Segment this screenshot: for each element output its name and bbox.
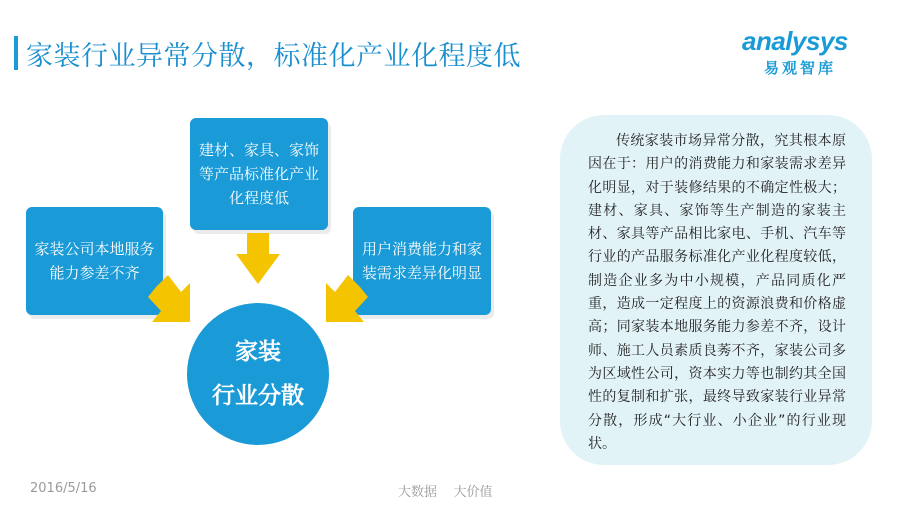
center-circle-line-2: 行业分散 xyxy=(212,383,304,409)
arrow-down-right-icon xyxy=(148,275,190,322)
explanation-panel xyxy=(560,115,872,465)
logo-wordmark: analysys xyxy=(742,26,848,56)
arrow-down-icon xyxy=(236,233,280,284)
center-circle-line-1: 家装 xyxy=(235,339,281,365)
center-circle-industry-dispersion xyxy=(187,303,329,445)
logo-chinese-name: 易观智库 xyxy=(764,59,837,77)
factor-box-service-capability-text: 家装公司本地服务能力参差不齐 xyxy=(34,240,155,282)
factor-box-product-standardization-text: 建材、家具、家饰等产品标准化产业化程度低 xyxy=(198,141,319,207)
arrow-down-left-icon xyxy=(326,275,368,322)
brand-logo xyxy=(742,26,882,82)
footer-slogan: 大数据 大价值 xyxy=(398,485,493,500)
footer-date: 2016/5/16 xyxy=(30,481,97,496)
page-title: 家装行业异常分散，标准化产业化程度低 xyxy=(26,41,521,72)
factor-box-consumer-demand-text: 用户消费能力和家装需求差异化明显 xyxy=(361,240,482,282)
explanation-text: 传统家装市场异常分散，究其根本原因在于：用户的消费能力和家装需求差异化明显，对于装修结果的不确定性极大；建材、家具、家饰等生产制造的家装主材、家具等产品相比家电、手机、汽车等行业的产品服务标准化产业化程度较低，制造企业多为中小规模，产品同质化严重，造成一定程度上的资源浪费和价格虚高；同家装本地服务能力参差不齐，设计师、施工人员素质良莠不齐，家装公司多为区域性公司，资本实力等也制约其全国性的复制和扩张，最终导致家装行业异常分散，形成“大行业、小企业”的行业现状。 xyxy=(588,133,846,452)
